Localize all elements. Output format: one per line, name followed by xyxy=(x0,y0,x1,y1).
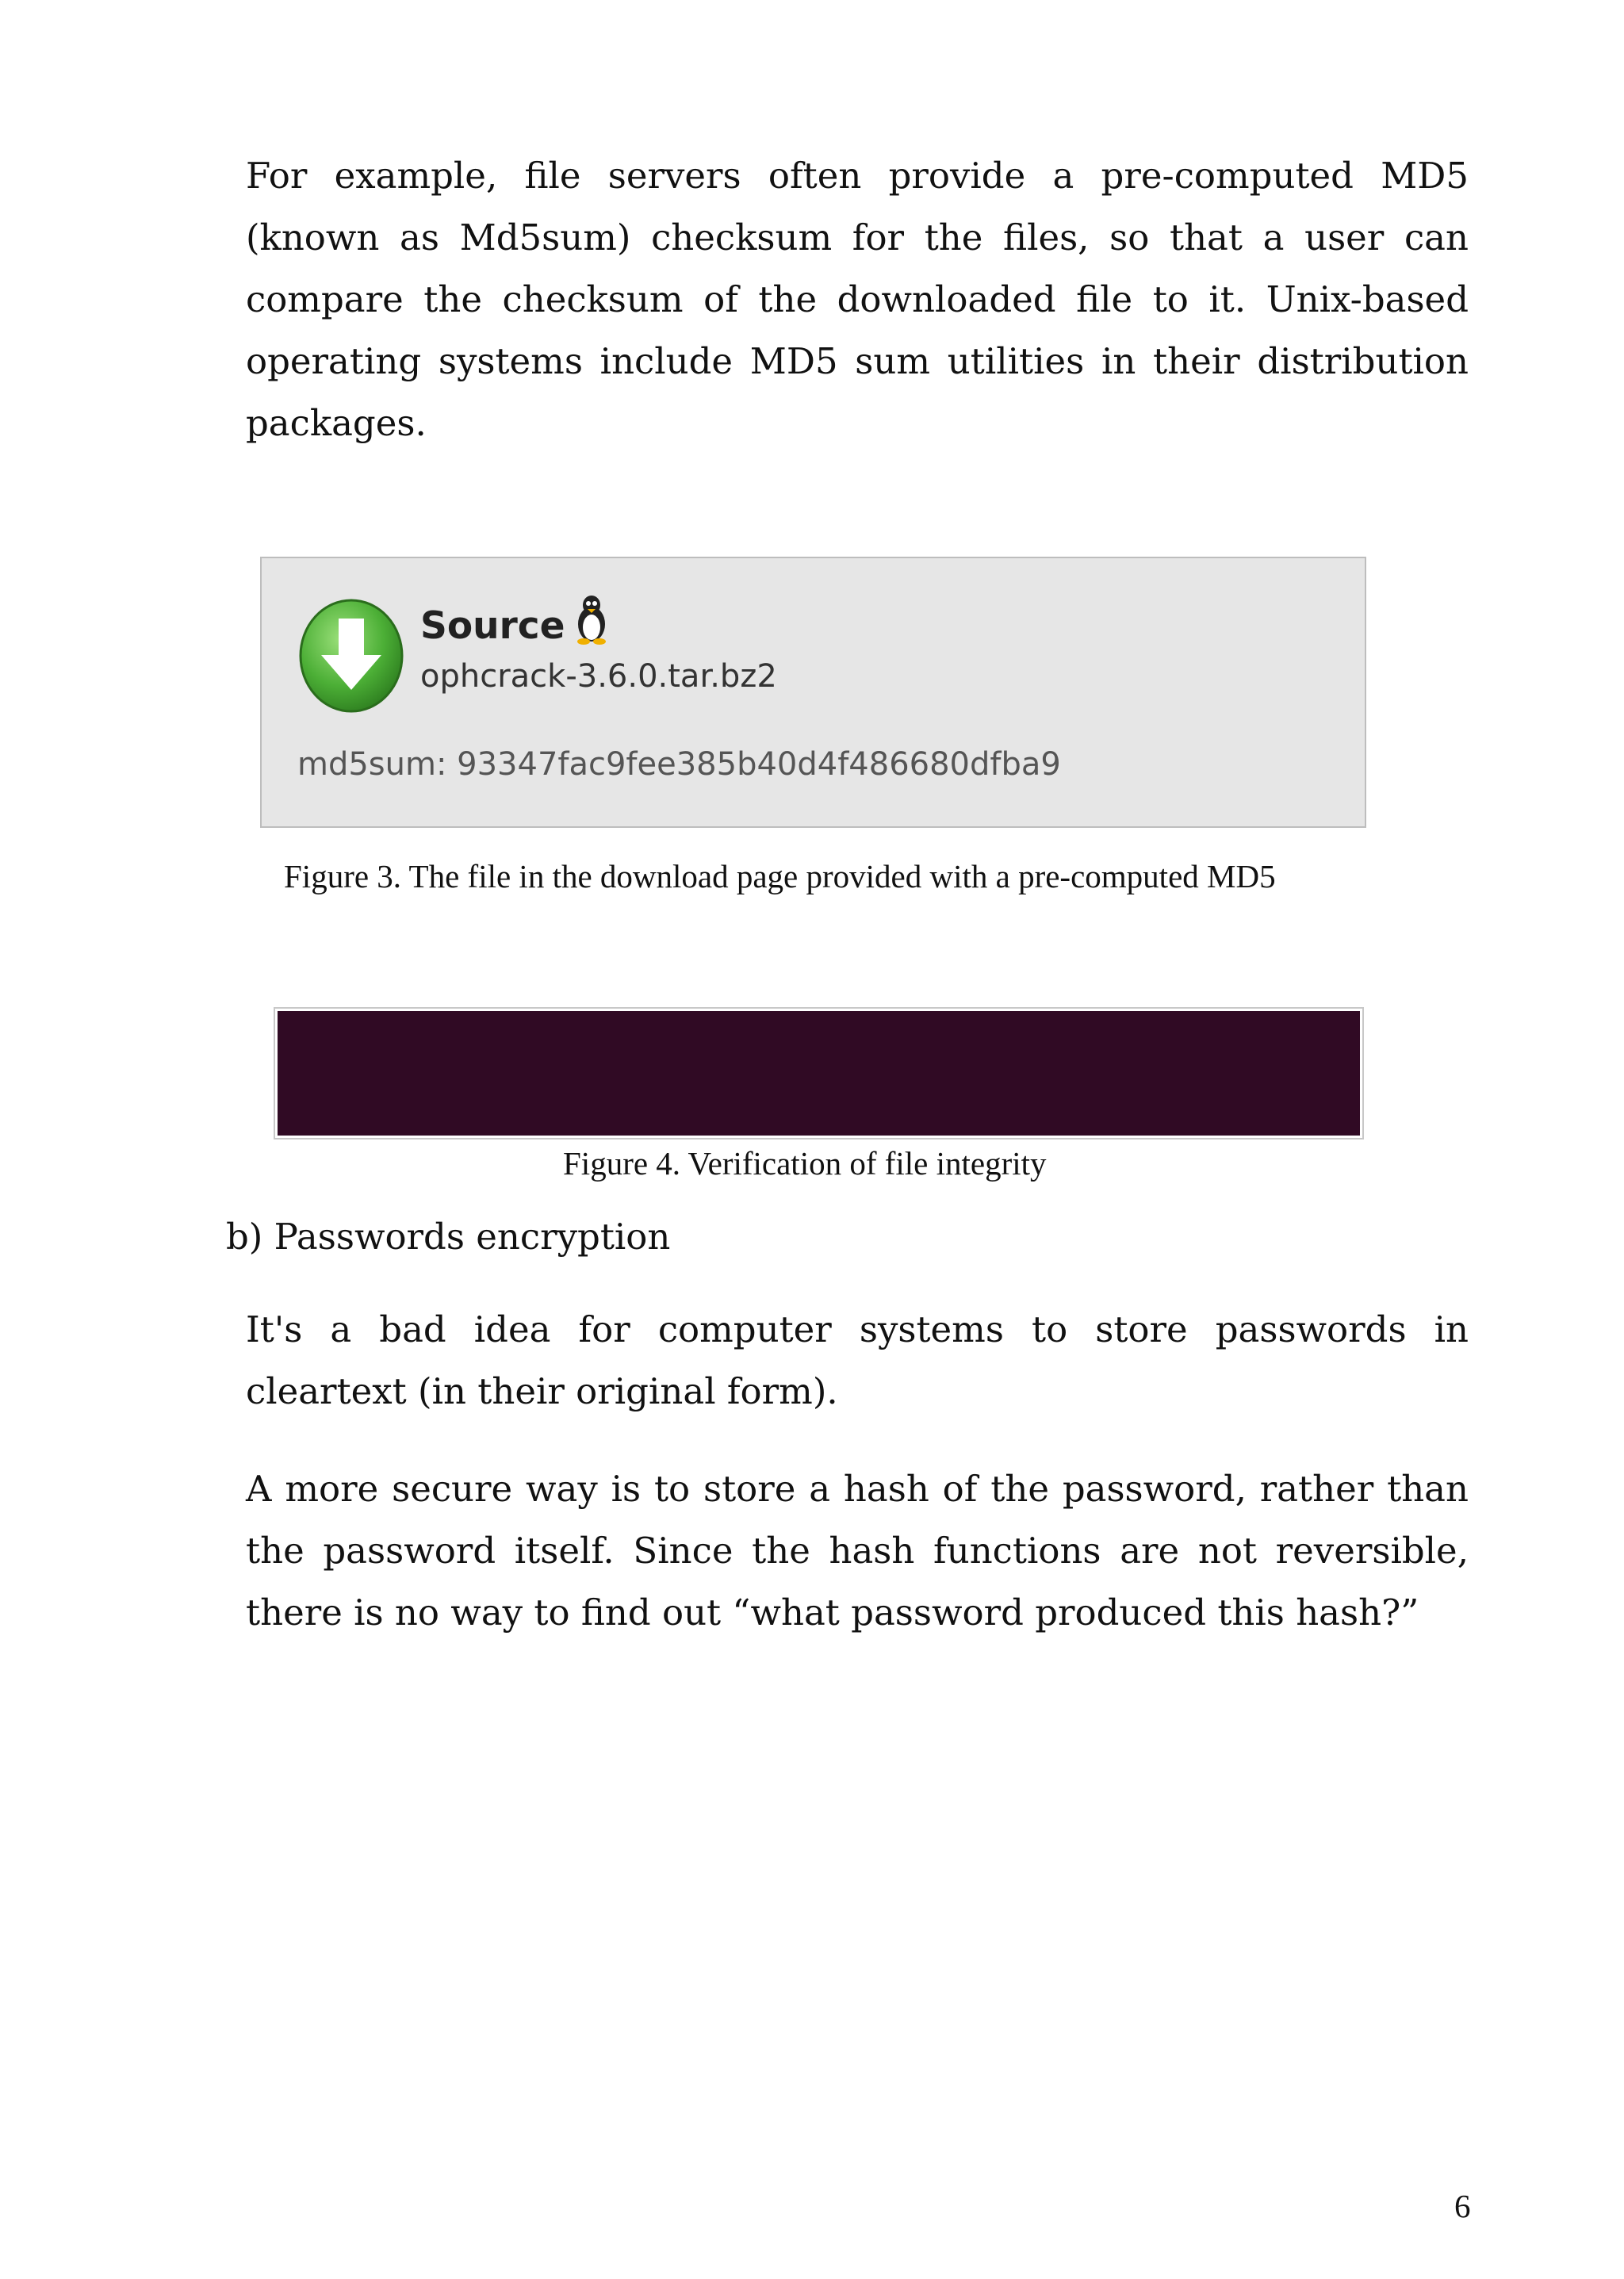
download-arrow-icon[interactable] xyxy=(297,596,405,715)
page-number: 6 xyxy=(1454,2188,1471,2224)
figure-3-caption: Figure 3. The file in the download page provided with a pre-computed MD5 xyxy=(284,858,1276,894)
download-filename-link[interactable]: ophcrack-3.6.0.tar.bz2 xyxy=(420,658,777,695)
linux-penguin-icon xyxy=(573,594,611,645)
paragraph-cleartext: It's a bad idea for computer systems to store passwords in cleartext (in their original form). xyxy=(246,1308,1469,1412)
paragraph-hash-storage: A more secure way is to store a hash of the password, rather than the password itself. Since the hash functions are not reversible, there is no way to find out “what password produced this hash?” xyxy=(246,1468,1469,1634)
figure-4-caption: Figure 4. Verification of file integrity xyxy=(563,1145,1047,1182)
paragraph-md5-intro: For example, file servers often provide a pre-computed MD5 (known as Md5sum) checksum for the files, so that a user can compare the checksum of the downloaded file to it. Unix-based operating systems include MD5 sum utilities in their distribution packages. xyxy=(246,155,1469,444)
md5sum-value: md5sum: 93347fac9fee385b40d4f486680dfba9 xyxy=(297,746,1061,783)
source-title: Source xyxy=(420,604,565,648)
figure-4-terminal-screenshot xyxy=(274,1007,1364,1140)
figure-3-download-panel xyxy=(260,557,1366,828)
section-heading: b) Passwords encryption xyxy=(226,1216,671,1258)
terminal-command-line xyxy=(281,1130,1360,1136)
terminal-output xyxy=(278,1011,1360,1136)
